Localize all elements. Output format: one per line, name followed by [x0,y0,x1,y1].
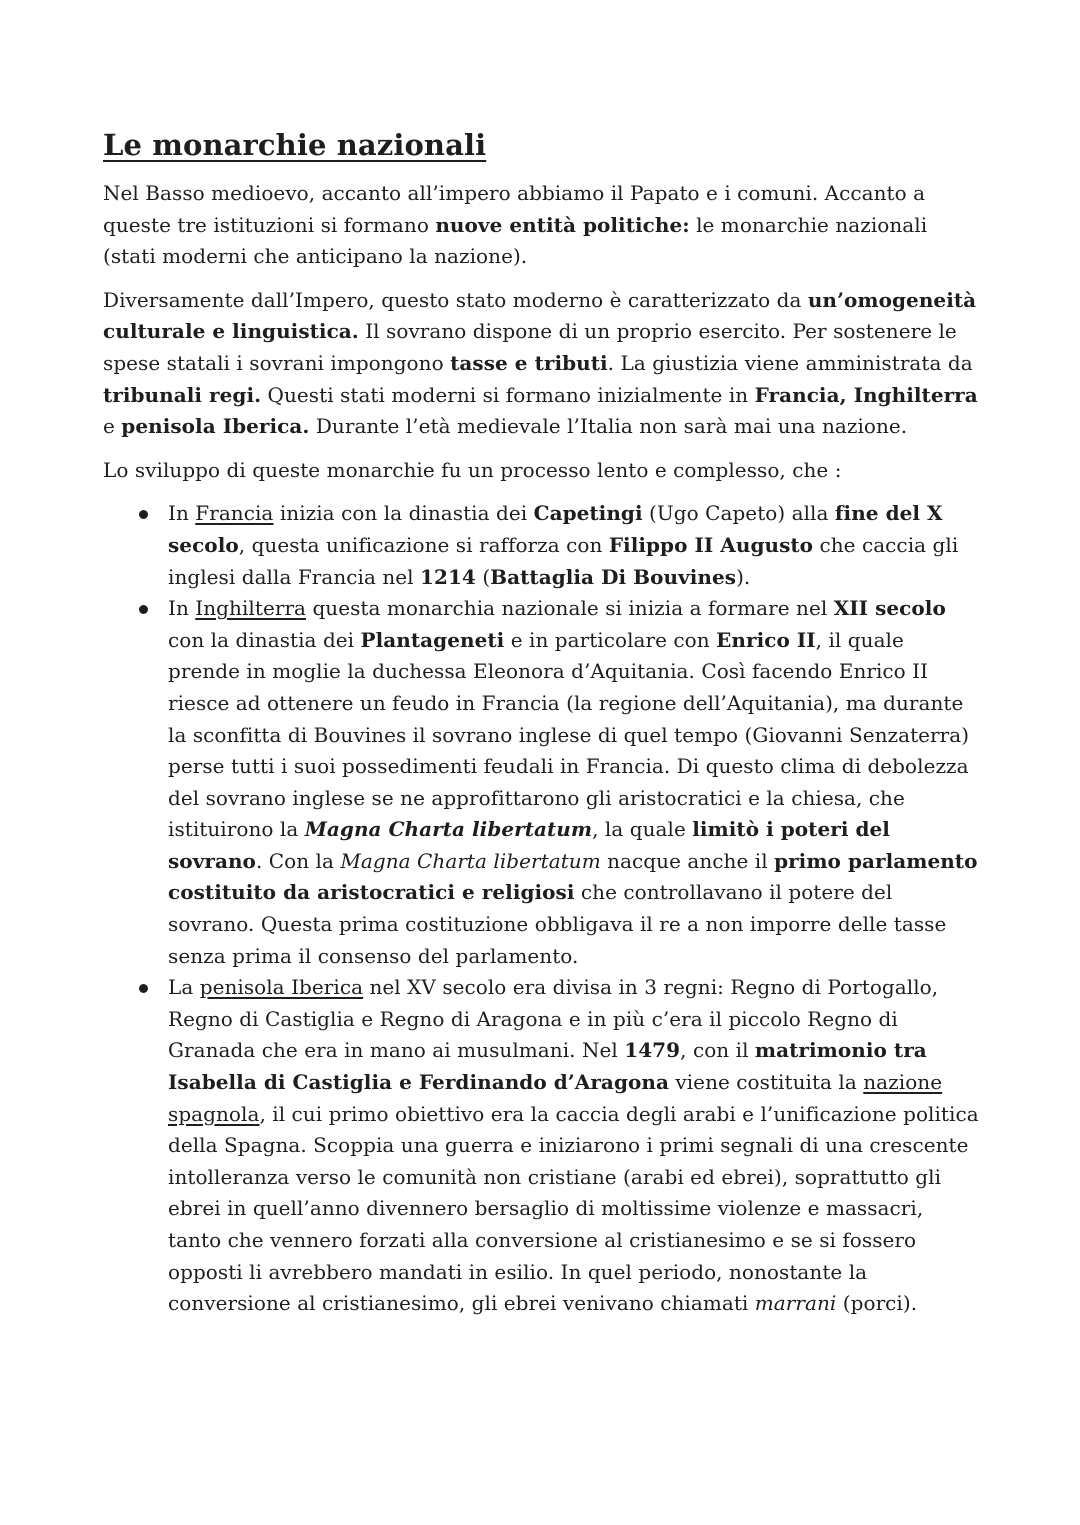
text-run: che caccia gli inglesi dalla Francia nel [168,532,959,589]
text-run: le monarchie nazionali (stati moderni che anticipano la nazione). [103,212,928,269]
italic-term: Magna Charta libertatum [304,817,593,842]
page-title: Le monarchie nazionali [103,128,487,162]
bold-term: penisola Iberica. [121,414,310,439]
bullet-list [103,498,980,1319]
bold-term: tribunali regi. [103,382,262,407]
bold-term: Plantageneti [360,627,505,652]
text-run: , la quale [592,817,693,842]
bold-term: un’omogeneità culturale e linguistica. [103,287,977,344]
underlined-term: Inghilterra [195,596,307,621]
text-run: Il sovrano dispone di un proprio esercito. Per sostenere le spese statali i sovrani impongono [103,319,957,375]
text-run: inizia con la dinastia dei [273,501,534,526]
bold-term: XII secolo [833,596,946,621]
bold-term: Battaglia Di Bouvines [490,564,737,589]
italic-term: marrani [754,1291,837,1316]
paragraph-modern-state [103,285,980,443]
text-run: ( [475,564,491,589]
bold-term [305,817,592,841]
text-run: e [103,414,122,439]
bold-term: matrimonio tra Isabella di Castiglia e Ferdinando d’Aragona [168,1038,927,1095]
text-run: . Con la [255,848,341,873]
text-run: , con il [680,1038,755,1063]
text-run: e in particolare con [504,627,717,652]
text-run: Nel Basso medioevo, accanto all’impero abbiamo il Papato e i comuni. Accanto a queste tre istituzioni si formano [103,181,926,237]
text-run: questa monarchia nazionale si inizia a formare nel [306,596,834,621]
text-run: con la dinastia dei [168,627,361,652]
text-run: (Ugo Capeto) alla [642,501,835,526]
bold-term: 1479 [624,1038,681,1063]
underlined-term: Francia [195,501,274,526]
list-item-francia [168,498,980,593]
text-run: In [168,501,196,526]
bold-term: primo parlamento costituito da aristocratici e religiosi [168,848,978,905]
text-run: viene costituita la [668,1070,864,1095]
text-run: Diversamente dall’Impero, questo stato moderno è caratterizzato da [103,287,808,312]
bold-term: tasse e tributi [450,350,608,375]
bold-term: Capetingi [533,501,643,526]
text-run: . La giustizia viene amministrata da [607,350,973,375]
paragraph-intro [103,178,980,273]
text-run: In [168,596,196,621]
bold-term: 1214 [420,564,476,589]
text-run: , il cui primo obiettivo era la caccia degli arabi e l’unificazione politica della Spagna. Scoppia una guerra e iniziarono i primi segnali di una crescente intolleranza verso le comunità non cristiane (arabi ed ebrei), soprattutto gli ebrei in quell’anno divennero bersaglio di moltissime violenze e massacri, tanto che vennero forzati alla conversione al cristianesimo e se si fossero opposti li avrebbero mandati in esilio. In quel periodo, nonostante la conversione al cristianesimo, gli ebrei venivano chiamati [168,1101,979,1316]
bold-term: Francia, Inghilterra [754,382,978,407]
bold-term: fine del X secolo [168,501,943,557]
bold-term: Filippo II Augusto [608,532,814,557]
paragraph-development: Lo sviluppo di queste monarchie fu un processo lento e complesso, che : [103,457,842,482]
bullet-icon [139,510,148,519]
text-run: Durante l’età medievale l’Italia non sarà mai una nazione. [309,414,908,439]
list-item-penisola-iberica [168,972,980,1320]
text-run: , il quale prende in moglie la duchessa Eleonora d’Aquitania. Così facendo Enrico II riesce ad ottenere un feudo in Francia (la regione dell’Aquitania), ma durante la sconfitta di Bouvines il sovrano inglese di quel tempo (Giovanni Senzaterra) perse tutti i suoi possedimenti feudali in Francia. Di questo clima di debolezza del sovrano inglese se ne approfittarono gli aristocratici e la chiesa, che istituirono la [168,627,970,842]
text-run: nacque anche il [600,848,775,873]
bullet-icon [139,984,148,993]
bold-term: limitò i poteri del sovrano [168,817,890,873]
bold-term: nuove entità politiche: [435,212,690,237]
text-run: che controllavano il potere del sovrano. Questa prima costituzione obbligava il re a non imporre delle tasse senza prima il consenso del parlamento. [168,880,947,968]
text-run: La [168,975,200,1000]
text-run: , questa unificazione si rafforza con [238,532,609,557]
text-run: (porci). [836,1291,918,1316]
bullet-icon [139,605,148,614]
underlined-term: penisola Iberica [199,975,364,1000]
underlined-term: nazione spagnola [168,1070,943,1126]
text-run: nel XV secolo era divisa in 3 regni: Regno di Portogallo, Regno di Castiglia e Regno di Aragona e in più c’era il piccolo Regno di Granada che era in mano ai musulmani. Nel [168,975,939,1063]
italic-term: Magna Charta libertatum [340,848,601,873]
text-run: ). [736,564,751,589]
bold-term: Enrico II [716,627,816,652]
list-item-inghilterra [168,593,980,972]
text-run: Questi stati moderni si formano inizialmente in [261,382,755,407]
